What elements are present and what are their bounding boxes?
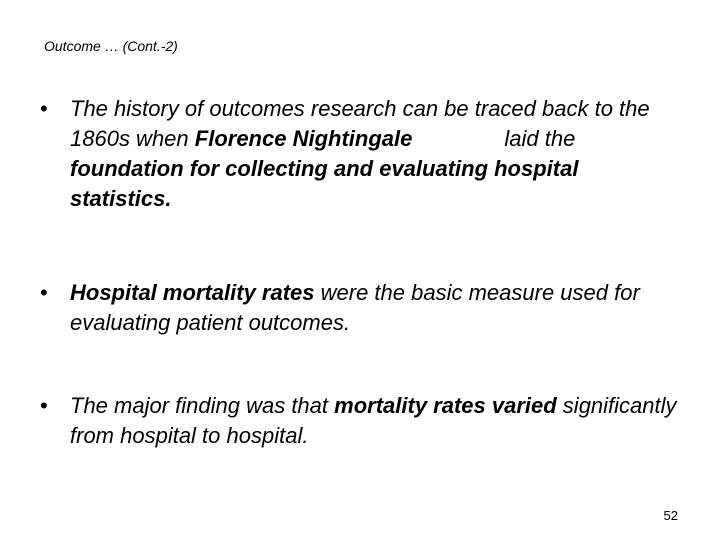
- bullet-text-emphasis: Florence Nightingale: [194, 126, 413, 151]
- bullet-text-segment: The major finding was that: [70, 393, 335, 418]
- bullet-item: [40, 94, 680, 214]
- bullet-item: [40, 391, 680, 451]
- bullet-text-segment: laid the: [504, 126, 576, 151]
- bullet-text-emphasis: foundation for collecting and evaluating hospital statistics.: [70, 156, 579, 211]
- bullet-text: [70, 278, 680, 338]
- bullet-text-segment: were the basic measure used for evaluating patient outcomes.: [70, 280, 640, 335]
- bullet-dot-icon: •: [40, 393, 48, 418]
- bullet-text-segment: significantly from hospital to hospital.: [70, 393, 677, 448]
- bullet-text-emphasis: mortality rates varied: [334, 393, 557, 418]
- bullet-dot-icon: •: [40, 96, 48, 121]
- bullet-dot-icon: •: [40, 280, 48, 305]
- bullet-text: [70, 94, 680, 214]
- slide-title: Outcome … (Cont.-2): [44, 38, 178, 54]
- bullet-text-segment: The history of outcomes research can be traced back to the 1860s when: [70, 96, 650, 151]
- bullet-item: [40, 278, 680, 338]
- bullet-text: [70, 391, 680, 451]
- bullet-text-emphasis: Hospital mortality rates: [70, 280, 315, 305]
- page-number: 52: [663, 508, 678, 523]
